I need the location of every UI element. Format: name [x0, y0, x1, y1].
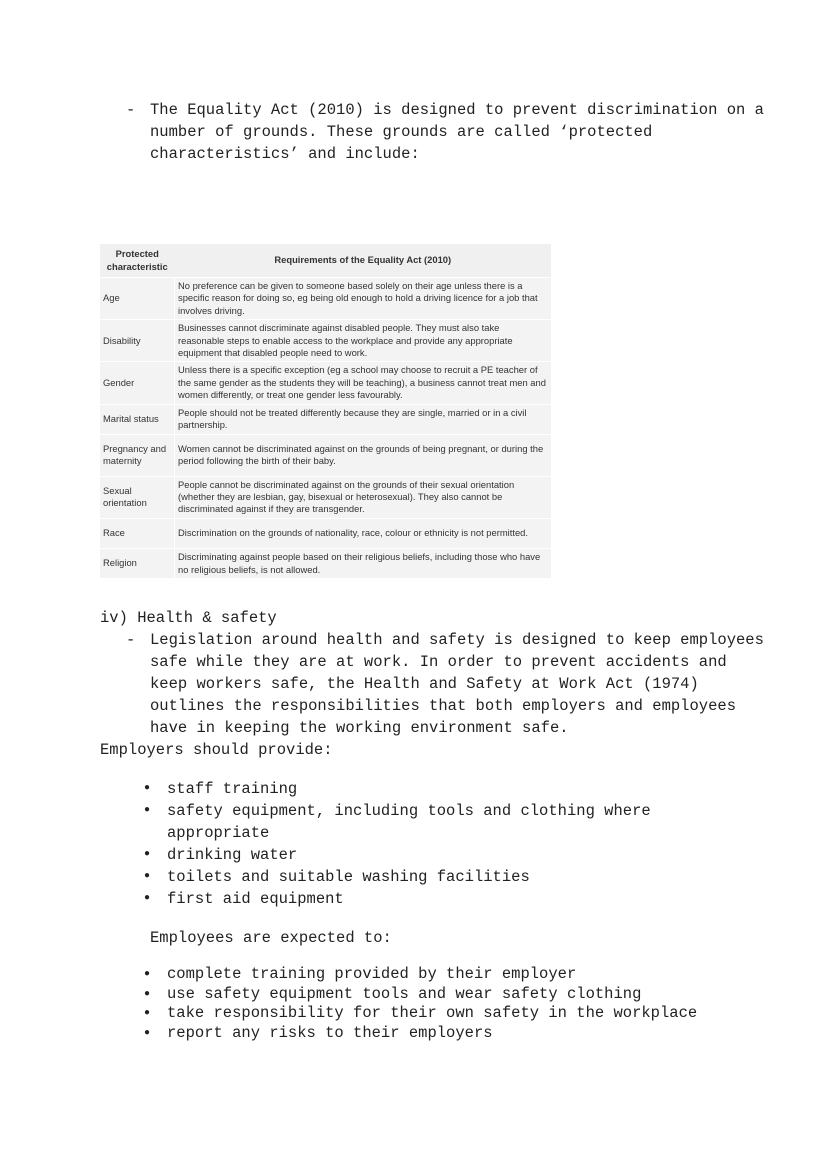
- characteristic-cell: Religion: [100, 548, 175, 578]
- table-header-row: [100, 244, 551, 278]
- requirement-cell: Discrimination on the grounds of nationality, race, colour or ethnicity is not permitted.: [175, 518, 552, 548]
- header-characteristic: Protected characteristic: [100, 244, 175, 278]
- table-row: [100, 434, 551, 476]
- list-item: ● first aid equipment: [142, 888, 702, 910]
- requirement-cell: People cannot be discriminated against on the grounds of their sexual orientation (whether they are lesbian, gay, bisexual or heterosexual). They also cannot be discriminated against if they are transgender.: [175, 476, 552, 518]
- header-requirements: Requirements of the Equality Act (2010): [175, 244, 552, 278]
- list-item: ● toilets and suitable washing facilities: [142, 866, 702, 888]
- requirement-cell: Women cannot be discriminated against on the grounds of being pregnant, or during the period following the birth of their baby.: [175, 434, 552, 476]
- list-item: ● use safety equipment tools and wear safety clothing: [142, 985, 742, 1005]
- health-safety-paragraph: Legislation around health and safety is designed to keep employees safe while they are at work. In order to prevent accidents and keep workers safe, the Health and Safety at Work Act (1974) outlines the responsibilities that both employers and employees have in keeping the working environment safe.: [150, 631, 764, 737]
- characteristic-cell: Gender: [100, 362, 175, 404]
- employer-list: [142, 778, 702, 910]
- health-safety-heading: iv) Health & safety: [100, 609, 277, 627]
- list-item: ● staff training: [142, 778, 702, 800]
- requirement-cell: No preference can be given to someone based solely on their age unless there is a specific reason for doing so, eg being old enough to hold a driving licence for a job that involves driving.: [175, 278, 552, 320]
- protected-characteristics-table: [100, 244, 551, 578]
- table-row: [100, 404, 551, 434]
- list-item: ● report any risks to their employers: [142, 1024, 742, 1044]
- list-item: ● take responsibility for their own safety in the workplace: [142, 1004, 742, 1024]
- intro-dash: -: [126, 101, 136, 119]
- intro-paragraph: The Equality Act (2010) is designed to prevent discrimination on a number of grounds. These grounds are called ‘protected characteristics’ and include:: [150, 101, 764, 163]
- table-row: [100, 278, 551, 320]
- list-item: ● safety equipment, including tools and clothing where appropriate: [142, 800, 702, 844]
- characteristic-cell: Disability: [100, 320, 175, 362]
- health-safety-dash: -: [126, 631, 136, 649]
- table-row: [100, 320, 551, 362]
- characteristic-cell: Age: [100, 278, 175, 320]
- employees-heading: Employees are expected to:: [150, 929, 392, 947]
- list-item: ● drinking water: [142, 844, 702, 866]
- requirement-cell: Discriminating against people based on their religious beliefs, including those who have no religious beliefs, is not allowed.: [175, 548, 552, 578]
- requirement-cell: Unless there is a specific exception (eg a school may choose to recruit a PE teacher of the same gender as the students they will be teaching), a business cannot treat men and women differently, or treat one gender less favourably.: [175, 362, 552, 404]
- table-row: [100, 518, 551, 548]
- requirement-cell: Businesses cannot discriminate against disabled people. They must also take reasonable steps to enable access to the workplace and provide any appropriate equipment that disabled people need to work.: [175, 320, 552, 362]
- requirement-cell: People should not be treated differently because they are single, married or in a civil partnership.: [175, 404, 552, 434]
- characteristic-cell: Pregnancy and maternity: [100, 434, 175, 476]
- list-item: ● complete training provided by their employer: [142, 965, 742, 985]
- employee-list: [142, 965, 742, 1043]
- characteristic-cell: Race: [100, 518, 175, 548]
- table-row: [100, 548, 551, 578]
- characteristic-cell: Marital status: [100, 404, 175, 434]
- table-row: [100, 362, 551, 404]
- employers-heading: Employers should provide:: [100, 741, 333, 759]
- table-row: [100, 476, 551, 518]
- characteristic-cell: Sexual orientation: [100, 476, 175, 518]
